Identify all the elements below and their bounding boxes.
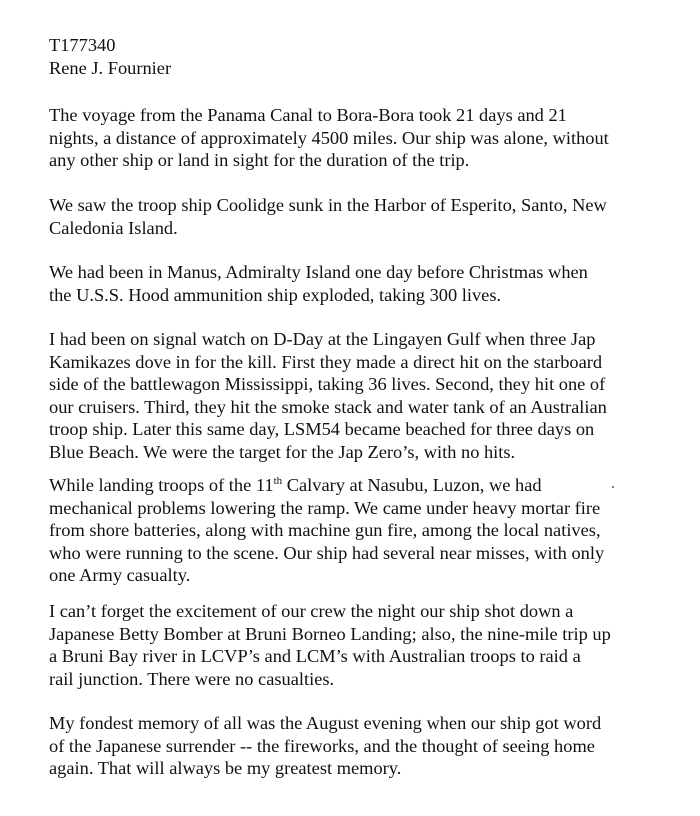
paragraph-line: nights, a distance of approximately 4500 miles. Our ship was alone, without bbox=[49, 127, 609, 148]
paragraph-line: Caledonia Island. bbox=[49, 217, 178, 238]
paragraph-line: of the Japanese surrender -- the fireworks, and the thought of seeing home bbox=[49, 735, 595, 756]
paragraph-borneo bbox=[49, 600, 700, 690]
scan-speck bbox=[612, 486, 614, 488]
paragraph-line: mechanical problems lowering the ramp. We came under heavy mortar fire bbox=[49, 497, 601, 518]
paragraph-line: Japanese Betty Bomber at Bruni Borneo Landing; also, the nine-mile trip up bbox=[49, 623, 611, 644]
paragraph-d-day bbox=[49, 328, 700, 463]
paragraph-coolidge bbox=[49, 194, 700, 239]
paragraph-manus bbox=[49, 261, 700, 306]
paragraph-line: side of the battlewagon Mississippi, taking 36 lives. Second, they hit one of bbox=[49, 374, 606, 394]
paragraph-line: rail junction. There were no casualties. bbox=[49, 668, 335, 689]
paragraph-line: I can’t forget the excitement of our crew the night our ship shot down a bbox=[49, 601, 574, 621]
paragraph-line: from shore batteries, along with machine gun fire, among the local natives, bbox=[49, 520, 601, 540]
paragraph-line bbox=[49, 474, 700, 497]
author-name: Rene J. Fournier bbox=[49, 57, 172, 78]
document-id: T177340 bbox=[49, 35, 116, 55]
paragraph-line: Blue Beach. We were the target for the Jap Zero’s, with no hits. bbox=[49, 441, 516, 462]
paragraph-line: the U.S.S. Hood ammunition ship exploded, taking 300 lives. bbox=[49, 284, 502, 305]
paragraph-line: who were running to the scene. Our ship had several near misses, with only bbox=[49, 542, 605, 563]
paragraph-line: any other ship or land in sight for the duration of the trip. bbox=[49, 150, 470, 170]
paragraph-luzon bbox=[49, 474, 700, 587]
paragraph-line: We saw the troop ship Coolidge sunk in the Harbor of Esperito, Santo, New bbox=[49, 195, 607, 215]
paragraph-line: again. That will always be my greatest memory. bbox=[49, 758, 402, 778]
document-header bbox=[49, 34, 171, 79]
paragraph-voyage bbox=[49, 104, 700, 172]
paragraph-line: our cruisers. Third, they hit the smoke stack and water tank of an Australian bbox=[49, 396, 607, 417]
paragraph-line: a Bruni Bay river in LCVP’s and LCM’s with Australian troops to raid a bbox=[49, 646, 581, 666]
paragraph-line: The voyage from the Panama Canal to Bora-Bora took 21 days and 21 bbox=[49, 105, 567, 125]
ordinal-suffix: th bbox=[273, 475, 283, 487]
paragraph-line: My fondest memory of all was the August evening when our ship got word bbox=[49, 713, 602, 733]
paragraph-line: one Army casualty. bbox=[49, 565, 191, 585]
paragraph-line: troop ship. Later this same day, LSM54 became beached for three days on bbox=[49, 419, 595, 439]
paragraph-line: Kamikazes dove in for the kill. First they made a direct hit on the starboard bbox=[49, 351, 603, 372]
paragraph-surrender bbox=[49, 712, 700, 780]
paragraph-line: We had been in Manus, Admiralty Island one day before Christmas when bbox=[49, 262, 588, 282]
paragraph-line: I had been on signal watch on D-Day at the Lingayen Gulf when three Jap bbox=[49, 329, 596, 349]
line-text: While landing troops of the 11 bbox=[49, 475, 274, 495]
line-text: Calvary at Nasubu, Luzon, we had bbox=[282, 475, 542, 495]
